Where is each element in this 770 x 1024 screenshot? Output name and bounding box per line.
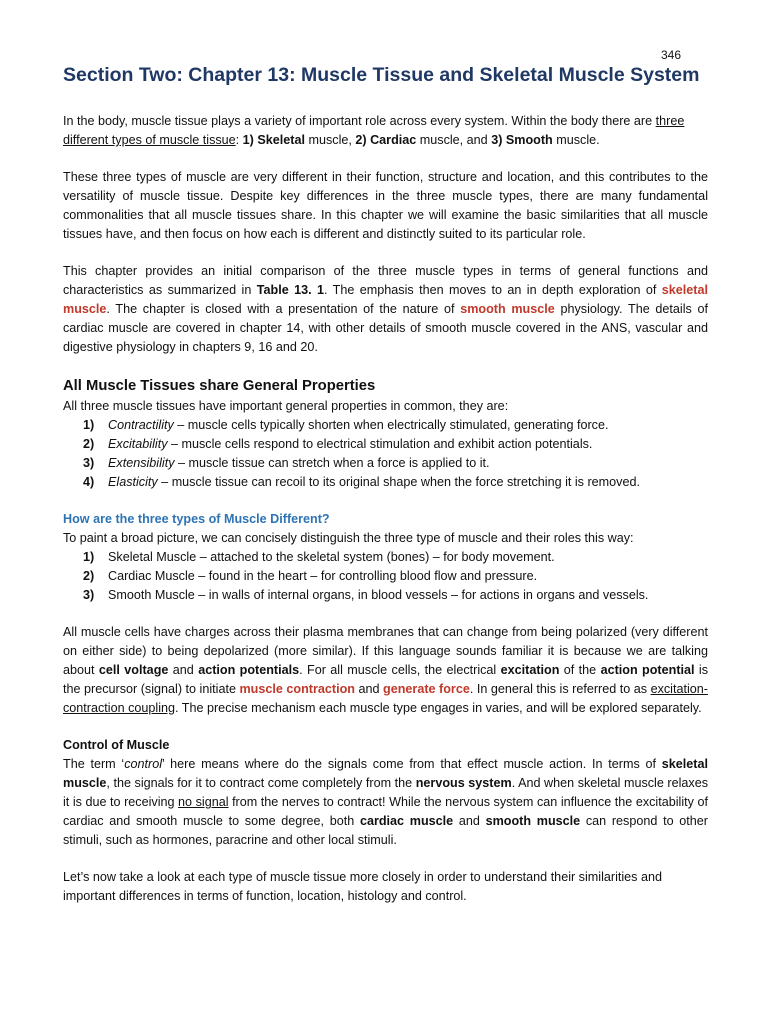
properties-list: [63, 416, 708, 492]
differences-heading: How are the three types of Muscle Different?: [63, 512, 330, 526]
generate-force-highlight: generate force: [383, 682, 470, 696]
muscle-types-list: [63, 548, 708, 605]
list-item: 2) Excitability – muscle cells respond to electrical stimulation and exhibit action potentials.: [83, 437, 593, 451]
differences-paragraph: These three types of muscle are very different in their function, structure and location, and this contributes to the versatility of muscle tissue. Despite key differences in the three muscle types, there are many fundamental commonalities that all muscle tissues share. In this chapter we will examine the basic similarities that all muscle tissues have, and then focus on how each is different and distinctly suited to its particular role.: [63, 170, 708, 241]
list-item: 3) Extensibility – muscle tissue can stretch when a force is applied to it.: [83, 456, 490, 470]
page-content: [63, 112, 708, 924]
list-item: 4) Elasticity – muscle tissue can recoil to its original shape when the force stretching it is removed.: [83, 475, 640, 489]
table-reference: Table 13. 1: [256, 283, 325, 297]
skeletal-muscle-highlight: skeletal muscle: [63, 283, 708, 316]
intro-paragraph: In the body, muscle tissue plays a variety of important role across every system. Within the body there are three different types of muscle tissue: 1) Skeletal muscle, 2) Cardiac muscle, and 3) Smooth muscle.: [63, 114, 685, 147]
differences-intro: To paint a broad picture, we can concisely distinguish the three type of muscle and their roles this way:: [63, 531, 634, 545]
muscle-contraction-highlight: muscle contraction: [239, 682, 355, 696]
list-item: 1) Skeletal Muscle – attached to the skeletal system (bones) – for body movement.: [83, 550, 555, 564]
muscle-types-underline: three different types of muscle tissue: [63, 114, 685, 147]
list-item: 2) Cardiac Muscle – found in the heart – for controlling blood flow and pressure.: [83, 569, 538, 583]
excitation-paragraph: All muscle cells have charges across their plasma membranes that can change from being polarized (very different on either side) to being depolarized (more similar). If this language sounds familiar it is because we are talking about cell voltage and action potentials. For all muscle cells, the electrical excitation of the action potential is the precursor (signal) to initiate muscle contraction and generate force. In general this is referred to as excitation-contraction coupling. The precise mechanism each muscle type engages in varies, and will be explored separately.: [63, 625, 709, 715]
general-properties-heading: All Muscle Tissues share General Properties: [63, 378, 376, 394]
control-heading: Control of Muscle: [63, 738, 170, 752]
page-number: 346: [660, 48, 681, 62]
list-item: 1) Contractility – muscle cells typically shorten when electrically stimulated, generating force.: [83, 418, 609, 432]
closing-paragraph: Let’s now take a look at each type of muscle tissue more closely in order to understand their similarities and important differences in terms of function, location, histology and control.: [63, 870, 662, 903]
chapter-title: Section Two: Chapter 13: Muscle Tissue and Skeletal Muscle System: [63, 64, 700, 86]
smooth-muscle-highlight: smooth muscle: [460, 302, 555, 316]
control-paragraph: The term ‘control’ here means where do the signals come from that effect muscle action. In terms of skeletal muscle, the signals for it to contract come completely from the nervous system. And when skeletal muscle relaxes it is due to receiving no signal from the nerves to contract! While the nervous system can influence the excitability of cardiac and smooth muscle to some degree, both cardiac muscle and smooth muscle can respond to other stimuli, such as hormones, paracrine and other local stimuli.: [63, 757, 708, 847]
chapter-overview-paragraph: This chapter provides an initial comparison of the three muscle types in terms of general functions and characteristics as summarized in Table 13. 1. The emphasis then moves to an in depth exploration of skeletal muscle. The chapter is closed with a presentation of the nature of smooth muscle physiology. The details of cardiac muscle are covered in chapter 14, with other details of smooth muscle covered in the ANS, vascular and digestive physiology in chapters 9, 16 and 20.: [63, 264, 709, 354]
list-item: 3) Smooth Muscle – in walls of internal organs, in blood vessels – for actions in organs and vessels.: [83, 588, 649, 602]
general-properties-intro: All three muscle tissues have important general properties in common, they are:: [63, 399, 509, 413]
